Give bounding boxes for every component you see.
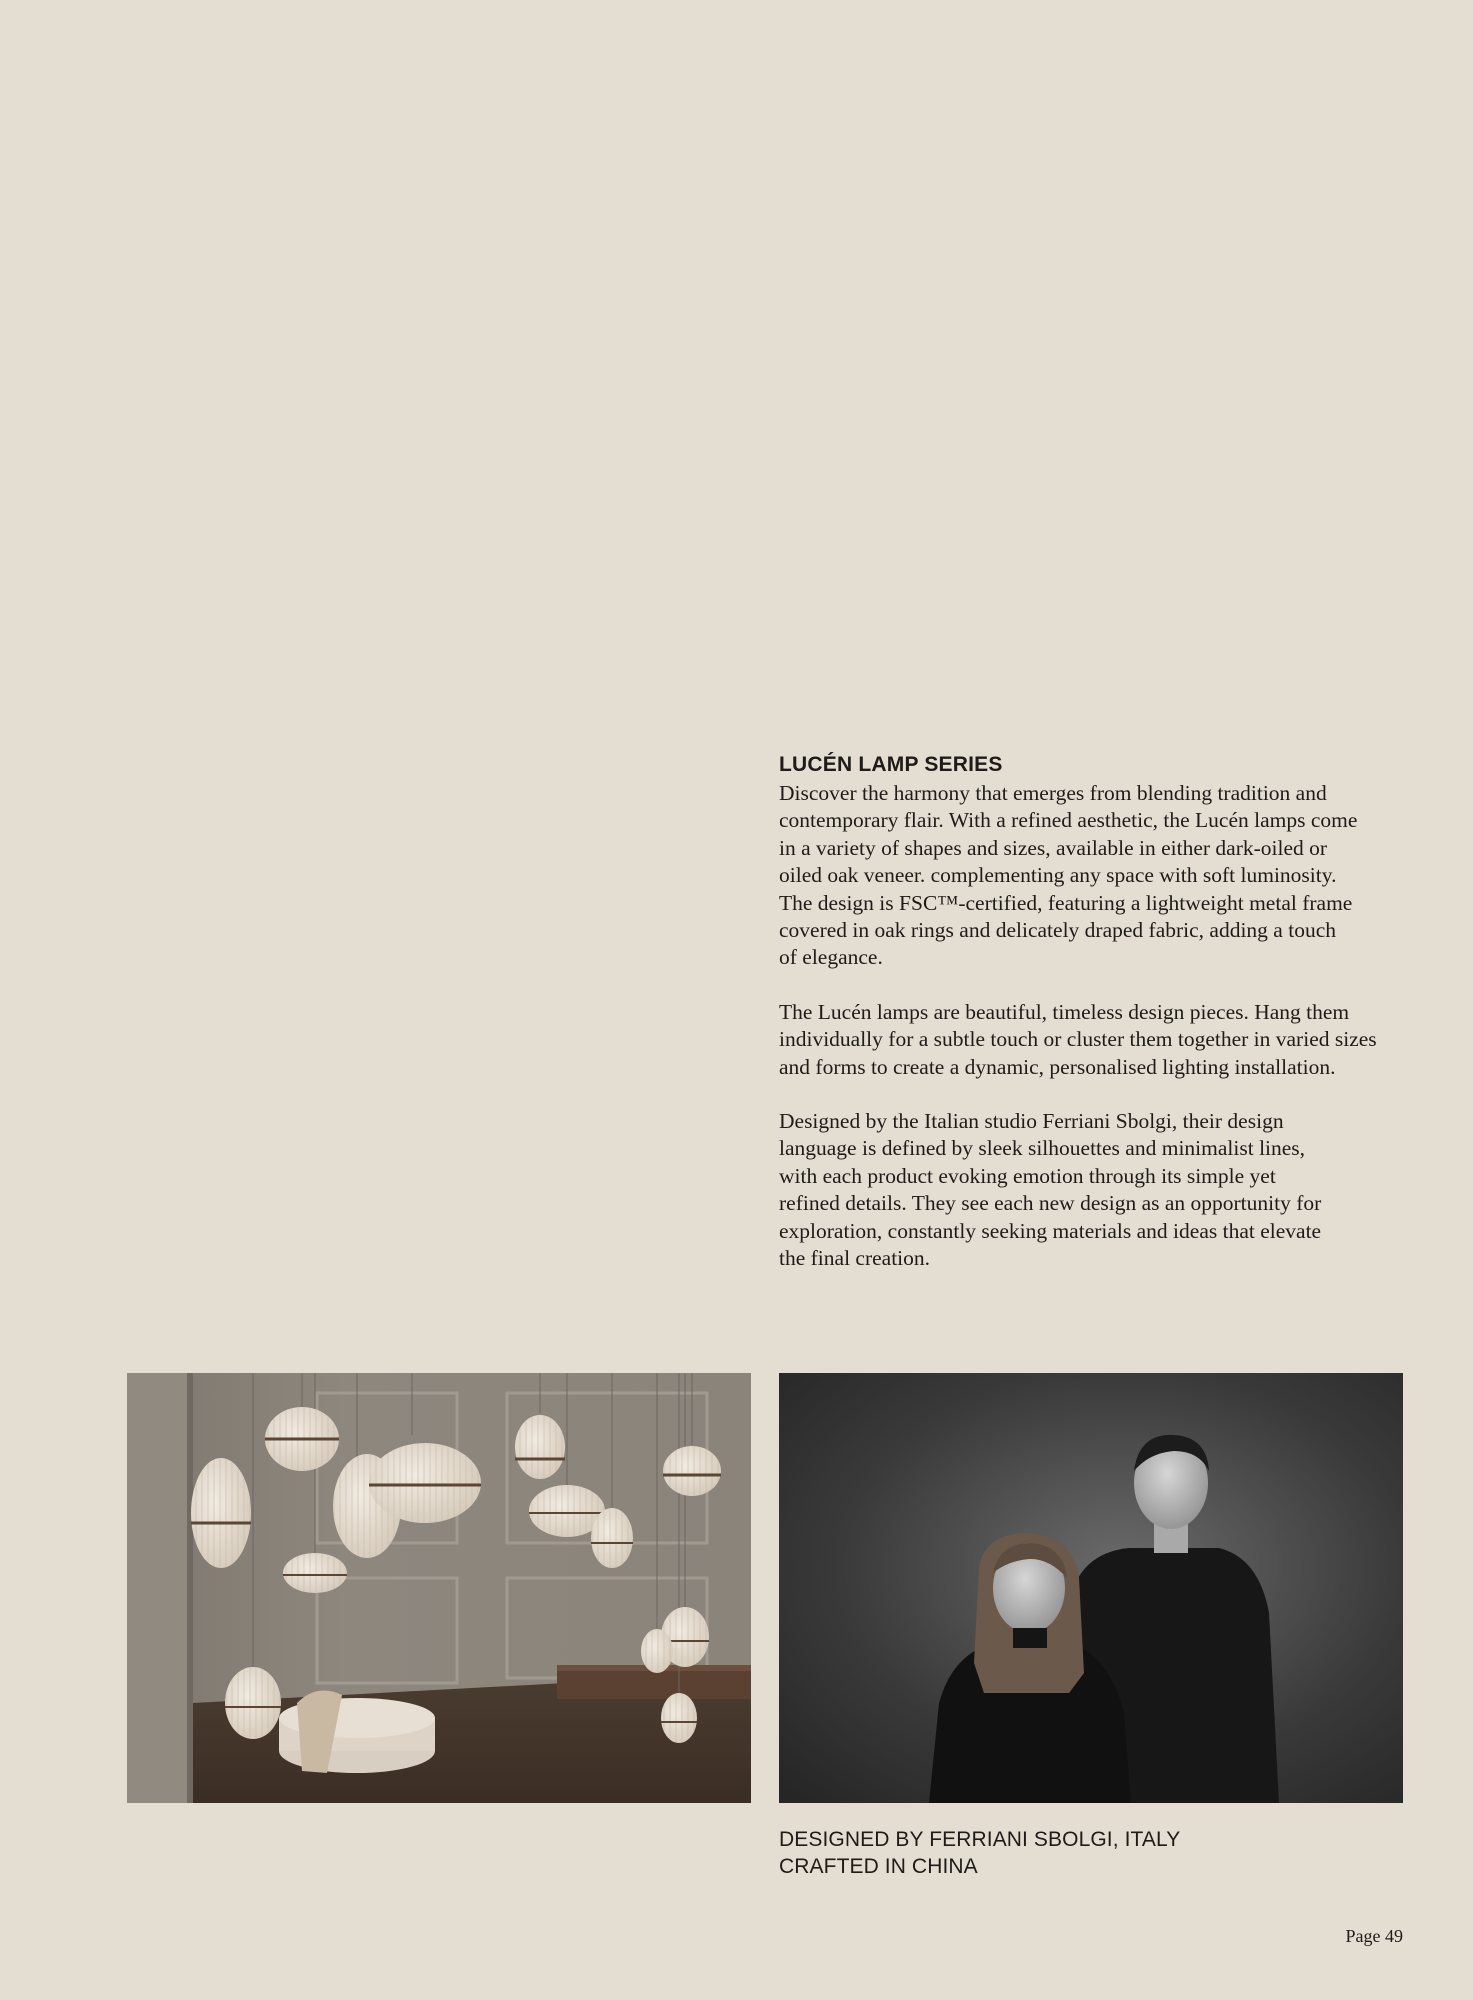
paragraph-line: covered in oak rings and delicately draped fabric, adding a touch xyxy=(779,918,1336,943)
designers-portrait-photo xyxy=(779,1373,1403,1803)
paragraph-line: Discover the harmony that emerges from blending tradition and xyxy=(779,781,1327,805)
paragraph-line: individually for a subtle touch or cluster them together in varied sizes xyxy=(779,1027,1377,1052)
paragraph-line: oiled oak veneer. complementing any space with soft luminosity. xyxy=(779,863,1337,888)
lamp-interior-photo xyxy=(127,1373,751,1803)
paragraph-line: language is defined by sleek silhouettes and minimalist lines, xyxy=(779,1136,1306,1161)
article-heading: LUCÉN LAMP SERIES xyxy=(779,753,1003,776)
paragraph-line: the final creation. xyxy=(779,1246,931,1271)
caption-designer: DESIGNED BY FERRIANI SBOLGI, ITALY xyxy=(779,1828,1181,1851)
paragraph-line: contemporary flair. With a refined aesthetic, the Lucén lamps come xyxy=(779,808,1358,833)
article-paragraph-2 xyxy=(779,999,1419,1081)
article-paragraph-3 xyxy=(779,1108,1419,1272)
caption-origin: CRAFTED IN CHINA xyxy=(779,1855,978,1878)
paragraph-line: of elegance. xyxy=(779,945,883,970)
paragraph-line: Designed by the Italian studio Ferriani Sbolgi, their design xyxy=(779,1109,1284,1134)
paragraph-line: refined details. They see each new design as an opportunity for xyxy=(779,1191,1322,1216)
photo-caption xyxy=(779,1826,1180,1880)
page-number: Page 49 xyxy=(1345,1926,1403,1946)
paragraph-line: with each product evoking emotion through its simple yet xyxy=(779,1163,1276,1188)
paragraph-line: in a variety of shapes and sizes, available in either dark-oiled or xyxy=(779,835,1328,860)
article-text-block xyxy=(779,752,1419,1273)
article-paragraph-1 xyxy=(779,780,1419,972)
paragraph-line: exploration, constantly seeking materials and ideas that elevate xyxy=(779,1218,1322,1243)
paragraph-line: The design is FSC™-certified, featuring a lightweight metal frame xyxy=(779,890,1353,915)
paragraph-line: The Lucén lamps are beautiful, timeless design pieces. Hang them xyxy=(779,999,1350,1024)
paragraph-line: and forms to create a dynamic, personalised lighting installation. xyxy=(779,1054,1336,1079)
